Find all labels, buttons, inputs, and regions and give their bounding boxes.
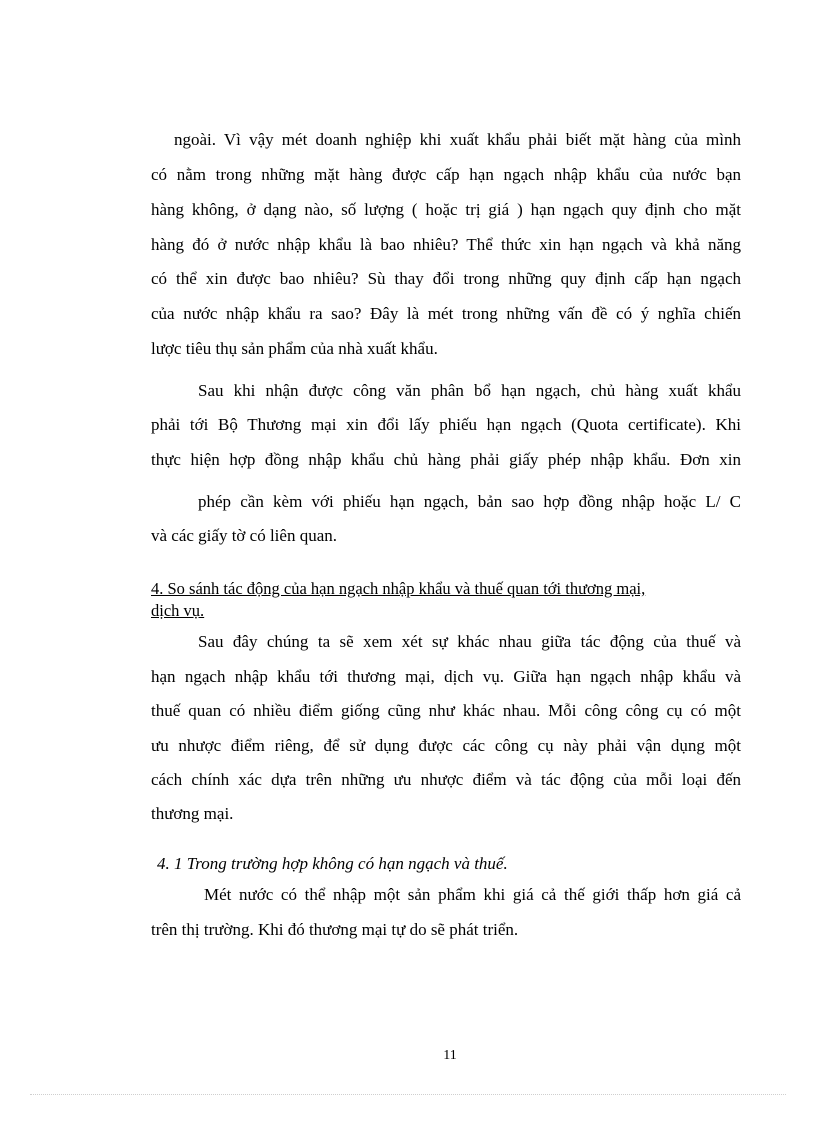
paragraph-1-line-6: của nước nhập khẩu ra sao? Đây là mét trong những vấn đề có ý nghĩa chiến (151, 304, 741, 323)
paragraph-2-line-1: Sau khi nhận được công văn phân bổ hạn ngạch, chủ hàng xuất khẩu (198, 381, 741, 400)
paragraph-2-line-5: và các giấy tờ có liên quan. (151, 526, 337, 545)
paragraph-3-line-4: ưu nhược điểm riêng, để sử dụng được các công cụ này phải vận dụng một (151, 736, 741, 755)
paragraph-3-line-3: thuế quan có nhiều điểm giống cũng như khác nhau. Mỗi công công cụ có một (151, 701, 741, 720)
paragraph-2-line-4: phép cần kèm với phiếu hạn ngạch, bản sao hợp đồng nhập hoặc L/ C (198, 492, 741, 511)
paragraph-4-line-2: trên thị trường. Khi đó thương mại tự do sẽ phát triển. (151, 920, 519, 939)
paragraph-3-line-6: thương mại. (151, 804, 234, 823)
paragraph-1-line-7: lược tiêu thụ sản phẩm của nhà xuất khẩu. (151, 339, 438, 358)
paragraph-3-line-5: cách chính xác dựa trên những ưu nhược điểm và tác động của mỗi loại đến (151, 770, 741, 789)
paragraph-1-line-5: có thể xin được bao nhiêu? Sù thay đổi trong những quy định cấp hạn ngạch (151, 269, 741, 288)
paragraph-1-line-4: hàng đó ở nước nhập khẩu là bao nhiêu? Thể thức xin hạn ngạch và khả năng (151, 235, 741, 254)
section-heading-line-2: dịch vụ. (151, 601, 205, 620)
page-number: 11 (443, 1048, 457, 1063)
subsection-heading: 4. 1 Trong trường hợp không có hạn ngạch và thuế. (157, 854, 508, 873)
paragraph-1-line-1: ngoài. Vì vậy mét doanh nghiệp khi xuất khẩu phải biết mặt hàng của mình (174, 130, 741, 149)
paragraph-4-line-1: Mét nước có thể nhập một sản phẩm khi giá cả thế giới thấp hơn giá cả (204, 885, 741, 904)
paragraph-1-line-3: hàng không, ở dạng nào, số lượng ( hoặc trị giá ) hạn ngạch quy định cho mặt (151, 200, 741, 219)
footer-divider (30, 1094, 786, 1095)
paragraph-3-line-2: hạn ngạch nhập khẩu tới thương mại, dịch vụ. Giữa hạn ngạch nhập khẩu và (151, 667, 741, 686)
section-heading-line-1: 4. So sánh tác động của hạn ngạch nhập khẩu và thuế quan tới thương mại, (151, 579, 646, 598)
paragraph-2-line-2: phải tới Bộ Thương mại xin đổi lấy phiếu hạn ngạch (Quota certificate). Khi (151, 415, 741, 434)
paragraph-2-line-3: thực hiện hợp đồng nhập khẩu chủ hàng phải giấy phép nhập khẩu. Đơn xin (151, 450, 741, 469)
paragraph-3-line-1: Sau đây chúng ta sẽ xem xét sự khác nhau giữa tác động của thuế và (198, 632, 741, 651)
paragraph-1-line-2: có nằm trong những mặt hàng được cấp hạn ngạch nhập khẩu của nước bạn (151, 165, 741, 184)
